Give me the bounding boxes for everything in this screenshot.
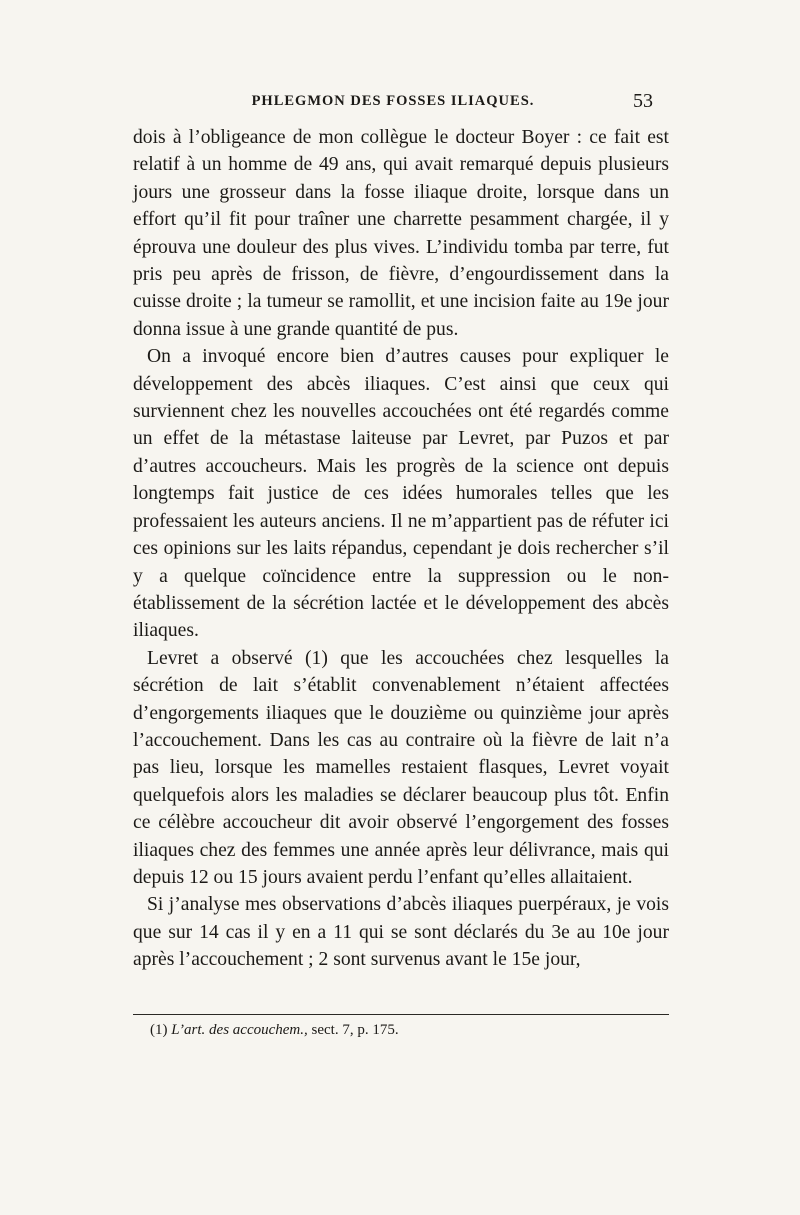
footnote-location: sect. 7, p. 175. (311, 1022, 399, 1038)
body-text (133, 124, 669, 974)
paragraph-3: Levret a observé (1) que les accouchées chez lesquelles la sécrétion de lait s’établit convenablement n’étaient affectées d’engorgements iliaques que le douzième ou quinzième jour après l’accouchement. Dans les cas au contraire où la fièvre de lait n’a pas lieu, lorsque les mamelles restaient flasques, Levret voyait quelquefois alors les maladies se déclarer beaucoup plus tôt. Enfin ce célèbre accoucheur dit avoir observé l’engorgement des fosses iliaques chez des femmes une année après leur délivrance, mais qui depuis 12 ou 15 jours avaient perdu l’enfant qu’elles allaitaient. (133, 647, 669, 888)
page-header (133, 90, 653, 121)
footnote-work: L’art. des accouchem., (171, 1022, 308, 1038)
footnote-marker: (1) (150, 1022, 168, 1038)
running-title: PHLEGMON DES FOSSES ILIAQUES. (251, 93, 535, 109)
footnote-divider (133, 1014, 669, 1015)
paragraph-4: Si j’analyse mes observations d’abcès iliaques puerpéraux, je vois que sur 14 cas il y en a 11 qui se sont déclarés du 3e au 10e jour après l’accouchement ; 2 sont survenus avant le 15e jour, (133, 894, 669, 971)
paragraph-1: dois à l’obligeance de mon collègue le docteur Boyer : ce fait est relatif à un homme de 49 ans, qui avait remarqué depuis plusieurs jours une grosseur dans la fosse iliaque droite, lorsque dans un effort qu’il fit pour traîner une charrette pesamment chargée, il y éprouva une douleur des plus vives. L’individu tomba par terre, fut pris peu après de frisson, de fièvre, d’engourdissement dans la cuisse droite ; la tumeur se ramollit, et une incision faite au 19e jour donna issue à une grande quantité de pus. (133, 127, 669, 340)
paragraph-2: On a invoqué encore bien d’autres causes pour expliquer le développement des abcès iliaques. C’est ainsi que ceux qui surviennent chez les nouvelles accouchées ont été regardés comme un effet de la métastase laiteuse par Levret, par Puzos et par d’autres accoucheurs. Mais les progrès de la science ont depuis longtemps fait justice de ces idées humorales telles que les professaient les auteurs anciens. Il ne m’appartient pas de réfuter ici ces opinions sur les laits répandus, cependant je dois rechercher s’il y a quelque coïncidence entre la suppression ou le non-établissement de la sécrétion lactée et le développement des abcès iliaques. (133, 346, 669, 642)
footnote (150, 1022, 650, 1039)
page-number: 53 (633, 90, 653, 112)
